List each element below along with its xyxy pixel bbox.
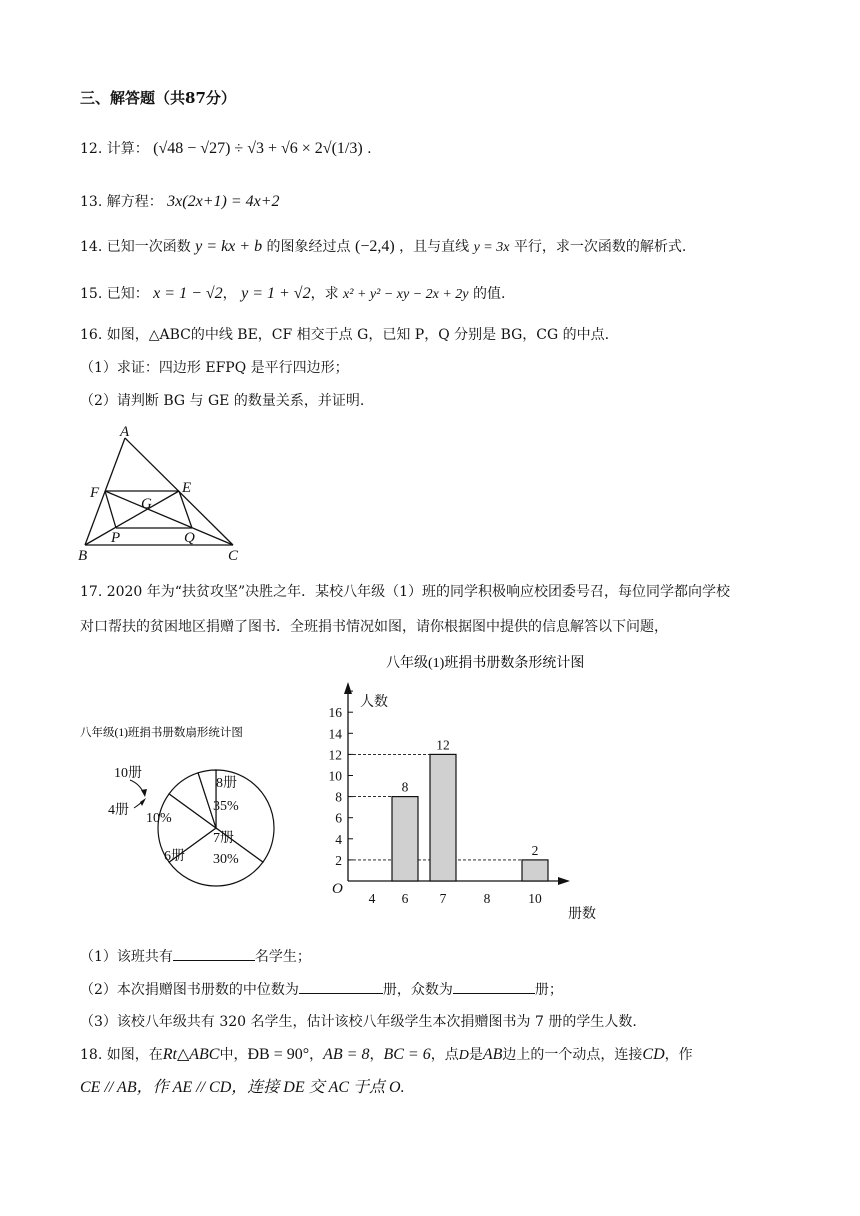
label-q: Q: [184, 530, 195, 546]
q18-text-h: ，作: [664, 1047, 693, 1063]
q12-expression: (√48 − √27) ÷ √3 + √6 × 2√(1/3): [153, 140, 363, 157]
x-tick-label: 4: [368, 891, 376, 906]
q16-triangle-figure: [70, 420, 260, 565]
label-c: C: [228, 548, 239, 564]
label-e: E: [182, 480, 192, 496]
y-tick-label: 10: [328, 768, 342, 784]
label-f: F: [90, 485, 100, 501]
q17-answer-blank-2[interactable]: [299, 979, 383, 994]
y-tick-label: 16: [328, 705, 342, 721]
origin-label: O: [332, 881, 343, 897]
q13-equation: 3x(2x+1) = 4x+2: [167, 193, 280, 210]
q15-number: 15.: [80, 286, 103, 302]
bar-10: [522, 860, 548, 881]
q17-line2: 对口帮扶的贫困地区捐赠了图书．全班捐书情况如图，请你根据图中提供的信息解答以下问题，: [80, 619, 668, 635]
q16-part2: （2）请判断 BG 与 GE 的数量关系，并证明.: [80, 393, 365, 409]
q12-number: 12.: [80, 141, 103, 157]
q17-part2-c: 册；: [534, 982, 563, 998]
q18-text-b: 中，: [219, 1047, 248, 1063]
bar-6: [392, 797, 418, 881]
q16-part1: （1）求证：四边形 EFPQ 是平行四边形；: [80, 360, 349, 376]
q18-text-d: ，: [369, 1047, 384, 1063]
median-cf: [105, 491, 233, 545]
question-13: [80, 193, 280, 211]
q17-part1-a: （1）该班共有: [80, 949, 173, 965]
q17-part3: （3）该校八年级共有 320 名学生，估计该校八年级学生本次捐赠图书为 7 册的学生人数.: [80, 1014, 637, 1030]
label-b: B: [78, 548, 88, 564]
q18-point-d: D: [458, 1048, 469, 1063]
q13-prefix: 解方程：: [106, 194, 163, 210]
q17-answer-blank-1[interactable]: [173, 946, 255, 961]
pie-arrowhead-4: [140, 798, 146, 806]
q15-text-b: ，求: [310, 286, 339, 302]
pie-arrowhead-10: [141, 789, 147, 797]
pie-label-35: 35%: [213, 799, 239, 814]
bar-title: 八年级(1)班捐书册数条形统计图: [386, 656, 585, 671]
y-tick-label: 8: [335, 789, 342, 805]
q18-text-e: ，点: [430, 1047, 459, 1063]
x-axis-arrow: [558, 877, 570, 885]
q17-part2-b: 册，众数为: [382, 982, 453, 998]
bar-chart: [318, 650, 608, 930]
q15-sep: ，: [222, 286, 237, 302]
q17-part1-b: 名学生；: [254, 949, 311, 965]
q18-line2: CE // AB，作 AE // CD，连接 DE 交 AC 于点 O.: [80, 1079, 405, 1096]
q18-text-c: ，: [309, 1047, 324, 1063]
question-15: [80, 285, 505, 304]
pie-chart: [78, 720, 288, 900]
q12-end: .: [367, 141, 372, 157]
q17-part1: [80, 946, 311, 966]
pie-label-4: 4册: [108, 803, 129, 818]
y-axis-label: 人数: [360, 695, 388, 710]
q14-text-c: ，且与直线: [399, 239, 470, 255]
q18-bc-length: BC = 6: [383, 1046, 431, 1063]
pie-label-30: 30%: [213, 852, 239, 867]
bar-value-label: 2: [531, 842, 539, 858]
q17-part2: [80, 979, 563, 999]
x-tick-label: 10: [528, 891, 542, 906]
pie-title: 八年级(1)班捐书册数扇形统计图: [80, 727, 243, 739]
x-tick-label: 8: [483, 891, 491, 906]
y-tick-label: 2: [335, 852, 342, 868]
q13-number: 13.: [80, 194, 103, 210]
q18-cd: CD: [642, 1046, 665, 1063]
q14-number: 14.: [80, 239, 103, 255]
q18-text-g: 边上的一个动点，连接: [502, 1047, 643, 1063]
q18-text-f: 是: [468, 1047, 483, 1063]
q15-text-a: 已知：: [106, 286, 149, 302]
question-12: [80, 138, 372, 172]
label-a: A: [120, 424, 130, 440]
question-14: [80, 238, 686, 257]
y-tick-label: 6: [335, 810, 342, 826]
pie-arrow-10: [130, 780, 144, 794]
label-g: G: [141, 496, 152, 512]
q15-x-value: x = 1 − √2: [153, 285, 223, 302]
y-axis-arrow: [344, 682, 352, 694]
bar-7: [430, 754, 456, 881]
q14-point: (−2,4): [354, 238, 395, 255]
q18-line1: [80, 1046, 693, 1065]
q14-text-a: 已知一次函数: [106, 239, 191, 255]
q15-expression: x² + y² − xy − 2x + 2y: [343, 287, 469, 302]
pie-label-8: 8册: [216, 776, 237, 791]
y-tick-label: 14: [328, 726, 342, 742]
segment-fp: [105, 491, 116, 528]
y-tick-label: 4: [335, 831, 342, 847]
x-axis-label: 册数: [568, 907, 596, 922]
q14-text-b: 的图象经过点: [266, 239, 351, 255]
q14-text-d: 平行，求一次函数的解析式.: [513, 239, 687, 255]
x-tick-label: 7: [439, 891, 447, 906]
section-title: 三、解答题（共87分）: [80, 89, 236, 107]
q18-angle: ÐB = 90°: [247, 1046, 310, 1063]
q18-side-ab: AB: [482, 1046, 503, 1063]
q12-prefix: 计算：: [106, 141, 149, 157]
pie-label-10: 10册: [114, 766, 142, 781]
q14-function: y = kx + b: [195, 238, 263, 255]
q17-answer-blank-3[interactable]: [453, 979, 535, 994]
pie-label-10pct: 10%: [146, 811, 172, 826]
label-p: P: [111, 530, 121, 546]
y-tick-label: 12: [328, 747, 342, 763]
q17-line1: 17. 2020 年为“扶贫攻坚”决胜之年．某校八年级（1）班的同学积极响应校团委号召，每位同学都向学校: [80, 584, 731, 600]
q15-y-value: y = 1 + √2: [241, 285, 311, 302]
q18-ab-length: AB = 8: [323, 1046, 370, 1063]
pie-label-6: 6册: [164, 849, 185, 864]
pie-label-7: 7册: [213, 831, 234, 846]
q14-line: y = 3x: [473, 240, 510, 255]
q18-text-a: 18. 如图，在: [80, 1047, 163, 1063]
q16-stem: 16. 如图，△ABC的中线 BE，CF 相交于点 G，已知 P，Q 分别是 BG，CG 的中点.: [80, 327, 610, 343]
q18-triangle: Rt△ABC: [162, 1046, 220, 1063]
q15-text-c: 的值.: [472, 286, 506, 302]
x-tick-label: 6: [401, 891, 409, 906]
q17-part2-a: （2）本次捐赠图书册数的中位数为: [80, 982, 299, 998]
bar-value-label: 12: [436, 737, 450, 753]
bar-value-label: 8: [401, 779, 409, 795]
